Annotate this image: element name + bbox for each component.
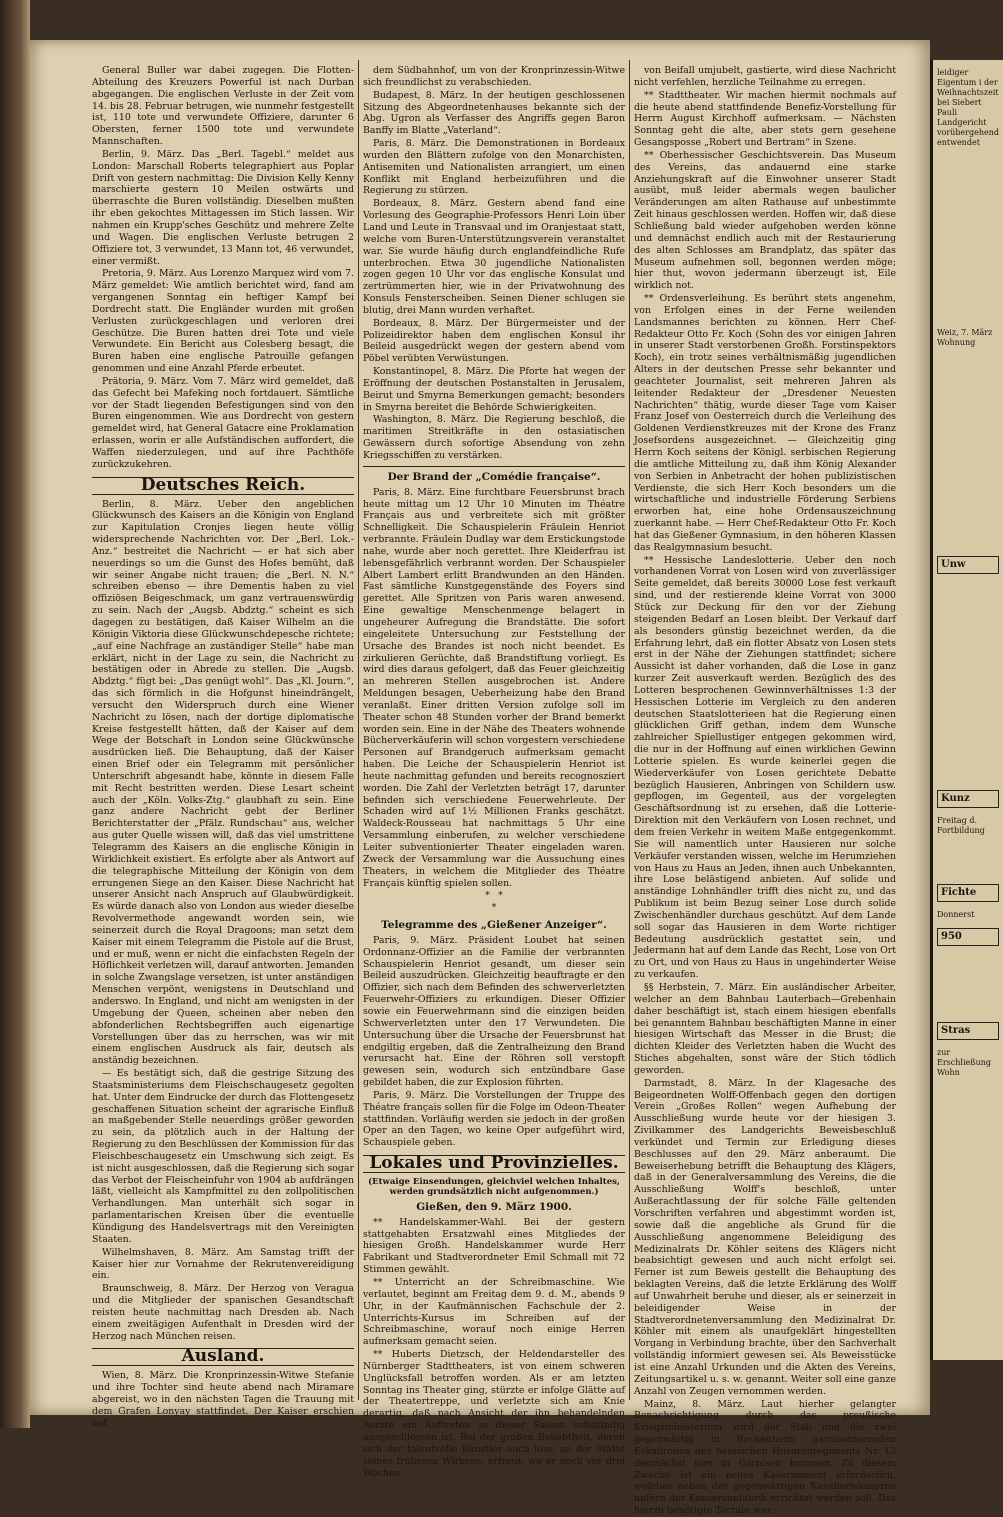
article-paragraph: ** Oberhessischer Geschichtsverein. Das Museum des Vereins, das andauernd eine starke Anziehungskraft auf die Einwohner unserer Stadt ausübt, muß leider abermals wegen baulicher Veränderungen am alten Rathause auf unbestimmte Zeit hinaus geschlossen werden. Hoffen wir, daß diese Schließung bald wieder aufgehoben werden könne und demnächst endlich auch mit der Restaurierung des alten Schlosses am Brandplatz, das später das Museum aufnehmen soll, begonnen werden möge; hier thut, wovon jedermann überzeugt ist, Eile wirklich not. [634, 149, 896, 292]
article-paragraph: Pretoria, 9. März. Aus Lorenzo Marquez wird vom 7. März gemeldet: Wie amtlich berichtet wird, fand am vergangenen Sonntag ein heftiger Kampf bei Dordrecht statt. Die Engländer wurden mit großen Verlusten zurückgeschlagen und verloren drei Geschütze. Die Buren hatten drei Tote und viele Verwundete. Ein Bericht aus Colesberg besagt, die Buren haben eine englische Patrouille gefangen genommen und eine Anzahl Pferde erbeutet. [92, 268, 354, 375]
article-paragraph: Paris, 9. März. Die Vorstellungen der Truppe des Théatre français sollen für die Folge im Odeon-Theater stattfinden. Vorläufig werden sie jedoch in der großen Oper an den Tagen, wo keine Oper aufgeführt wird, Schauspiele geben. [363, 1089, 625, 1149]
article-paragraph: Prätoria, 9. März. Vom 7. März wird gemeldet, daß das Gefecht bei Mafeking noch fortdauert. Sämtliche vor der Stadt liegenden Befestigungen sind von den Buren eingenommen. Wie aus Dordrecht von gestern gemeldet wird, hat General Gatacre eine Proklamation erlassen, worin er alle Aufständischen auffordert, die Waffen niederzulegen, und auf ihre Pachthöfe zurückzukehren. [92, 375, 354, 470]
adjacent-text: leidiger Eigentum i der Weihnachtszeit bei Siebert Pauli Landgericht vorübergehend entwendet [937, 68, 1000, 147]
divider [363, 466, 625, 467]
article-paragraph: Bordeaux, 8. März. Gestern abend fand eine Vorlesung des Geographie-Professors Henri Loin über Land und Leute in Transvaal und im Oranjestaat statt, welche vom Buren-Unterstützungsverein veranstaltet war. Sie wurde häufig durch englandfeindliche Rufe unterbrochen. Etwa 30 jugendliche Nationalisten zogen gegen 10 Uhr vor das englische Konsulat und zertrümmerten hier, wie in der Privatwohnung des Konsuls Fensterscheiben. Seinen Diener schlugen sie blutig, drei Mann wurden verhaftet. [363, 198, 625, 316]
article-paragraph: Paris, 9. März. Präsident Loubet hat seinen Ordonnanz-Offizier an die Familie der verbrannten Schauspielerin Henriot gesandt, um dieser sein Beileid auszudrücken. Gleichzeitig beauftragte er den Offizier, sich nach dem Befinden des schwerverletzten Feuerwehr-Offiziers zu erkundigen. Dieser Offizier sowie ein Feuerwehrmann sind die einzigen beiden Schwerverletzten unter den 17 Verwundeten. Die Untersuchung über die Ursache der Feuersbrunst hat endgiltig ergeben, daß die Zentralheizung den Brand verursacht hat. Eine der Röhren soll verstopft gewesen sein, wodurch sich entzündbare Gase gebildet haben, die zur Explosion führten. [363, 934, 625, 1089]
article-paragraph: dem Südbahnhof, um von der Kronprinzessin-Witwe sich freundlichst zu verabschieden. [363, 65, 625, 88]
adjacent-ad: Fichte [937, 884, 999, 902]
article-paragraph: Budapest, 8. März. In der heutigen geschlossenen Sitzung des Abgeordnetenhauses bekannte sich der Abg. Ugron als Verfasser des Angriffs gegen Baron Banffy im Blatte „Vaterland“. [363, 89, 625, 137]
article-paragraph: §§ Herbstein, 7. März. Ein ausländischer Arbeiter, welcher an dem Bahnbau Lauterbach—Grebenhain daher beschäftigt ist, stach einem hiesigen ebenfalls bei genanntem Bahnbau beschäftigten Manne in einer hiesigen Wirtschaft das Messer in die Brust; die dichten Kleider des Verletzten haben die Wucht des Stiches abgehalten, sonst wäre der Stich tödlich geworden. [634, 981, 896, 1076]
article-paragraph: von Beifall umjubelt, gastierte, wird diese Nachricht nicht verfehlen, herzliche Teilnahme zu erregen. [634, 65, 896, 88]
article-paragraph: General Buller war dabei zugegen. Die Flotten-Abteilung des Kreuzers Powerful ist nach Durban abgegangen. Die englischen Verluste in der Zeit vom 14. bis 28. Februar betrugen, wie nunmehr festgestellt ist, 110 tote und verwundete Offiziere, darunter 6 Obersten, ferner 1500 tote und verwundete Mannschaften. [92, 65, 354, 148]
adjacent-text: Freitag d. Fortbildung [937, 816, 985, 835]
adjacent-text: zur Erschließung Wohn [937, 1048, 992, 1077]
adjacent-ad: 950 [937, 928, 999, 946]
adjacent-text: Donnerst [937, 910, 975, 919]
article-heading-telegramme: Telegramme des „Gießener Anzeiger“. [381, 919, 607, 932]
book-spine [0, 0, 30, 1428]
article-paragraph: Konstantinopel, 8. März. Die Pforte hat wegen der Eröffnung der deutschen Postanstalten in Jerusalem, Beirut und Smyrna Bemerkungen gemacht; besonders in Smyrna bereitet die Behörde Schwierigkeiten. [363, 366, 625, 413]
column-rule [629, 60, 630, 1400]
dateline: Gießen, den 9. März 1900. [416, 1200, 572, 1213]
column-2 [363, 65, 625, 1479]
column-1 [92, 65, 354, 1429]
article-paragraph: — Es bestätigt sich, daß die gestrige Sitzung des Staatsministeriums dem Fleischschaugesetz gegolten hat. Unter dem Eindrucke der durch das Flottengesetz geschaffenen Situation scheint der agrarische Einfluß an maßgebender Stelle neuerdings größer geworden zu sein, da plötzlich auch in der Haltung der Regierung zu den Beschlüssen der Kommission für das Fleischbeschaugesetz ein Umschwung sich zeigt. Es ist nicht ausgeschlossen, daß die Regierung sich sogar das Verbot der Fleischeinfuhr von 1904 ab aufdrängen läßt, vielleicht als Kampfmittel zu den zollpolitischen Verhandlungen. Man unterhält sich sogar in parlamentarischen Kreisen über die eventuelle Kündigung des Handelsvertrags mit den Vereinigten Staaten. [92, 1068, 354, 1245]
article-paragraph: Washington, 8. März. Die Regierung beschloß, die maritimen Streitkräfte in den ostasiatischen Gewässern durch sofortige Absendung von zehn Kriegsschiffen zu verstärken. [363, 414, 625, 461]
column-rule [358, 60, 359, 1400]
section-heading-deutsches-reich: Deutsches Reich. [92, 477, 354, 495]
section-note: (Etwaige Einsendungen, gleichviel welchen Inhaltes, werden grundsätzlich nicht aufgenommen.) [368, 1176, 620, 1197]
article-paragraph: ** Stadttheater. Wir machen hiermit nochmals auf die heute abend stattfindende Benefiz-Vorstellung für Herrn August Kirchhoff aufmerksam. — Nächsten Sonntag geht die alte, aber stets gern gesehene Gesangsposse „Robert und Bertram“ in Szene. [634, 89, 896, 149]
article-paragraph: ** Handelskammer-Wahl. Bei der gestern stattgehabten Ersatzwahl eines Mitgliedes der hiesigen Großh. Handelskammer wurde Herr Fabrikant und Stadtverordneter Emil Schmall mit 72 Stimmen gewählt. [363, 1216, 625, 1276]
article-paragraph: ** Huberts Dietzsch, der Heldendarsteller des Nürnberger Stadttheaters, ist von einem schweren Unglücksfall betroffen worden. Als er am letzten Sonntag ins Theater ging, stürzte er infolge Glätte auf der Theatertreppe, und verletzte sich am Knie derartig, daß nach Ansicht der ihn behandelnden Aerzte ein Auftreten in dieser Saison vollständig ausgeschlossen ist. Bei der großen Beliebtheit, deren sich der talentvolle Künstler auch hier, an der Stätte seines früheren Wirkens, erfreut, wo er noch vor drei Wochen [363, 1349, 625, 1479]
article-paragraph: Darmstadt, 8. März. In der Klagesache des Beigeordneten Wolff-Offenbach gegen den dortigen Verein „Großes Rollen“ wegen Aufhebung der Ausschließung wurde heute vor der hiesigen 3. Zivilkammer des Landgerichts Beweisbeschluß verkündet und Termin zur Erledigung dieses Beschlusses auf den 29. März anberaumt. Die Beweiserhebung betrifft die Behauptung des Klägers, daß in der Generalversammlung des Vereins, die die Ausschließung Wolff's beschloß, unter Außerachtlassung der für solche Fälle geltenden Vorschriften verfahren und abgestimmt worden ist, sowie daß die angebliche als Grund für die Ausschließung angenommene Beleidigung des Medizinalrats Dr. Köhler seitens des Klägers nicht beabsichtigt gewesen und auch nicht erfolgt sei. Ferner ist zum Beweis gestellt die Behauptung des beklagten Vereins, daß die letzte Erklärung des Wolff auf Unwahrheit beruhe und dieser, als er seinerzeit in beleidigender Weise in der Stadtverordnetenversammlung den Medizinalrat Dr. Köhler mit einem als unaufgeklärt hingestellten Vorgang in Verbindung brachte, über den Sachverhalt vollständig informiert gewesen sei. Als Beweisstücke ist eine Anzahl Urkunden und die Akten des Vereins, Zeitungsartikel u. s. w. genannt. Weiter soll eine ganze Anzahl von Zeugen vernommen werden. [634, 1077, 896, 1397]
adjacent-ad: Unw [937, 556, 999, 574]
article-paragraph: Berlin, 8. März. Ueber den angeblichen Glückwunsch des Kaisers an die Königin von England zur Kapitulation Cronjes liegen heute völlig widersprechende Nachrichten vor. Der „Berl. Lok.-Anz.“ bestreitet die Nachricht — er hat sich aber neuerdings so um die Gunst des Hofes bemüht, daß wir seiner Angabe nicht trauen; die „Berl. N. N.“ schreiben ebenso — ihre Dementis haben zu viel offiziösen Beigeschmack, um ganz vertrauenswürdig zu sein. Nach der „Augsb. Abdztg.“ scheint es sich dagegen zu bestätigen, daß Kaiser Wilhelm an die Königin Viktoria diese Glückwunschdepesche richtete; „auf eine Nachfrage an zuständiger Stelle“ habe man erklärt, nicht in der Lage zu sein, die Nachricht zu bestätigen oder in Abrede zu stellen. Die „Augsb. Abdztg.“ fügt bei: „Das genügt wohl“. Das „Kl. Journ.“, das sich förmlich in die Hofgunst hineindrängelt, versucht den Widerspruch durch eine Wiener Nachricht zu lösen, nach der dortige diplomatische Kreise festgestellt hätten, daß der Kaiser auf dem Wege der Botschaft in London seine Glückwünsche ausdrücken ließ. Die Behauptung, daß der Kaiser einen Brief oder ein Telegramm mit persönlicher Unterschrift abgesandt habe, könnte in diesem Falle mit Recht bestritten werden. Diese Lesart scheint auch der „Köln. Volks-Ztg.“ glaubhaft zu sein. Eine ganz andere Nachricht gebt der Berliner Berichterstatter der „Pfälz. Rundschau“ aus, welcher aus guter Quelle wissen will, daß das viel umstrittene Telegramm des Kaisers an die englische Königin in Wirklichkeit existiert. Es erfolgte aber als Antwort auf die telegraphische Mitteilung der Königin von dem errungenen Siege an den Kaiser. Diese Nachricht hat unserer Ansicht nach Anspruch auf Glaubwürdigkeit. Es würde danach also von London aus wieder dieselbe Revolvermethode angewandt worden sein, wie seinerzeit durch die Royal Dragoons; man setzt dem Kaiser mit einem Telegramm die Pistole auf die Brust, und er muß, wenn er nicht die einfachsten Regeln der Höflichkeit verletzen will, darauf antworten. Jemanden in solche Zwangslage versetzen, ist unter anständigen Menschen verpönt, wenigstens in Deutschland und anderswo. In England, und nicht am wenigsten in der Umgebung der Queen, scheinen aber neben den abfonderlichen Rechtsbegriffen auch eigenartige Vorstellungen über das zu herrschen, was wir mit einem englischen Ausdruck als fair, deutsch als anständig bezeichnen. [92, 498, 354, 1067]
article-paragraph: ** Unterricht an der Schreibmaschine. Wie verlautet, beginnt am Freitag dem 9. d. M., abends 9 Uhr, in der Kaufmännischen Fachschule der 2. Unterrichts-Kursus im Schreiben auf der Schreibmaschine, worauf noch einige Herren aufmerksam gemacht seien. [363, 1277, 625, 1348]
article-paragraph: ** Ordensverleihung. Es berührt stets angenehm, von Erfolgen eines in der Ferne weilenden Landsmannes berichten zu können. Herr Chef-Redakteur Otto Fr. Koch (Sohn des vor einigen Jahren in unserer Stadt verstorbenen Großh. Forstinspektors Koch), ein trotz seines verhältnismäßig jugendlichen Alters in der deutschen Presse sehr bekannter und geachteter Journalist, seit mehreren Jahren als leitender Redakteur der „Dresdener Neuesten Nachrichten“ thätig, wurde dieser Tage vom Kaiser Franz Josef von Oesterreich durch die Verleihung des Goldenen Verdienstkreuzes mit der Krone des Franz Josefsordens ausgezeichnet. — Gleichzeitig ging Herrn Koch seitens der Königl. serbischen Regierung die amtliche Mitteilung zu, daß ihm König Alexander von Serbien in Anbetracht der hohen publizistischen Verdienste, die sich Herr Koch besonders um die wirtschaftliche und industrielle Förderung Serbiens erworben hat, eine hohe Ordensauszeichnung zuerkannt habe. — Herr Chef-Redakteur Otto Fr. Koch hat das Gießener Gymnasium, in den höheren Klassen das Realgymnasium besucht. [634, 293, 896, 553]
article-paragraph: Paris, 8. März. Eine furchtbare Feuersbrunst brach heute mittag um 12 Uhr 10 Minuten im Théatre Français aus und verbreitete sich mit größter Schnelligkeit. Die Schauspielerin Fräulein Henriot verbrannte. Fräulein Dudlay war dem Erstickungstode nahe, wurde aber noch gerettet. Ihre Kleiderfrau ist lebensgefährlich verbrannt worden. Der Schauspieler Albert Lambert erlitt Brandwunden an den Händen. Fast sämtliche Kunstgegenstände des Foyers sind gerettet. Alle Spritzen von Paris waren anwesend. Eine gewaltige Menschenmenge belagert in ungeheurer Aufregung die Brandstätte. Die sofort eingeleitete Untersuchung zur Feststellung der Ursache des Brandes ist noch nicht beendet. Es zirkulieren Gerüchte, daß Brandstiftung vorliegt. Es wird dies daraus gefolgert, daß das Feuer gleichzeitig an mehreren Stellen ausgebrochen ist. Andere Meldungen besagen, Ueberheizung habe den Brand veranlaßt. Einer dritten Version zufolge soll im Theater schon 48 Stunden vorher der Brand bemerkt worden sein. Eine in der Nähe des Theaters wohnende Bücherverkäuferin will schon vorgestern verschiedene Personen auf Brandgeruch aufmerksam gemacht haben. Die Leiche der Schauspielerin Henriot ist heute nachmittag gefunden und bereits recognosziert worden. Die Zahl der Verletzten beträgt 17, darunter befinden sich verschiedene Feuerwehrleute. Der Schaden wird auf 1½ Millionen Franks geschätzt. Waldeck-Rousseau hat nachmittags 5 Uhr eine Versammlung einberufen, zu welcher verschiedene Leiter subventionierter Theater eingeladen waren. Zweck der Versammlung war die Aussuchung eines Theaters, in welchem die Mitglieder des Théatre Français künftig spielen sollen. [363, 486, 625, 889]
article-paragraph: Paris, 8. März. Die Demonstrationen in Bordeaux wurden den Blättern zufolge von den Monarchisten, Antisemiten und Nationalisten arrangiert, um einen Konflikt mit England herbeizuführen und die Regierung zu stürzen. [363, 138, 625, 197]
adjacent-page [930, 60, 1003, 1360]
star-separator: * * * [485, 891, 503, 914]
article-paragraph: Wien, 8. März. Die Kronprinzessin-Witwe Stefanie und ihre Tochter sind heute abend nach Miramare abgereist, wo in den nächsten Tagen die Trauung mit dem Grafen Lonyay stattfindet. Der Kaiser erschien auf [92, 1370, 354, 1429]
adjacent-ad: Stras [937, 1022, 999, 1040]
adjacent-text: Weiz, 7. März Wohnung [937, 328, 993, 347]
adjacent-ad: Kunz [937, 790, 999, 808]
article-paragraph: ** Hessische Landeslotterie. Ueber den noch vorhandenen Vorrat von Losen wird von zuverlässiger Seite gemeldet, daß bereits 30000 Lose fest verkauft sind, und der restierende kleine Vorrat von 3000 Stück zur Deckung für den vor der Ziehung steigenden Bedarf an Losen bleibt. Der Verkauf darf als besonders günstig bezeichnet werden, da die Erfahrung lehrt, daß ein flotter Absatz von Losen stets erst in der Nähe der Ziehungen stattfindet; sichere Aussicht ist daher vorhanden, daß die Lose in ganz kurzer Zeit ausverkauft werden. Bezüglich des des Lotteren besprochenen Gewinnverhältnisses 1:3 der Hessischen Lotterie im Vergleich zu den anderen deutschen Staatslotterieen hat die Regierung einen glücklichen Griff gethan, indem dem Wunsche zahlreicher Spiellustiger entgegen gekommen wird, die nur in der Hoffnung auf einen wirklichen Gewinn Lotterie spielen. Es wurde keinerlei gegen die Wiederverkäufer von Losen gerichtete Debatte bezüglich Hausieren, Anbringen von Schildern usw. gepflogen, im Gegenteil, aus der vorgelegten Geschäftsordnung ist zu ersehen, daß die Lotterie-Direktion mit den Verkäufern von Losen rechnet, und dem freien Verkehr in weitem Maße entgegenkommt. Sie will namentlich unter Hausieren nur solche Verkäufer verstanden wissen, welche im Herumziehen von Haus zu Haus an Jeden, ihnen auch Unbekannten, ihre Lose belästigend anbieten. Auf solide und anständige Lohnhändler trifft dies nicht zu, und das Publikum ist beim Bezug seiner Lose durch solide Zwischenhändler durchaus geschützt. Auf dem Lande soll sogar das Hausieren in dem Worte richtiger Bedeutung ausdrücklich gestattet sein, und Jedermann hat auf dem Lande das Recht, Lose von Ort zu Ort, und von Haus zu Haus in ungehinderter Weise zu verkaufen. [634, 554, 896, 981]
section-heading-lokales: Lokales und Provinzielles. [363, 1155, 625, 1173]
article-paragraph: Mainz, 8. März. Laut hierher gelangter Benachrichtigung durch das preußische Kriegsministerium wird der Stab und die zwei gegenwärtig in Bockenheim garnisonierenden Eskadronen des hessischen Husarenregiments Nr. 13 demnächst hier in Garnison kommen. Zu diesem Zwecke ist ein neues Kasernement erforderlich, welches neben der gegenwärtigen Kavalleriekaserne unfern der Konservenfabrik errichtet werden soll. Das hierzu benötigte Terrain war [634, 1398, 896, 1517]
adjacent-page-text [933, 60, 1003, 1086]
article-paragraph: Braunschweig, 8. März. Der Herzog von Veragua und die Mitglieder der spanischen Gesandtschaft reisten heute nachmittag nach Dresden ab. Nach einem zweitägigen Aufenthalt in Dresden wird der Herzog nach München reisen. [92, 1283, 354, 1342]
article-paragraph: Berlin, 9. März. Das „Berl. Tagebl.“ meldet aus London: Marschall Roberts telegraphiert aus Poplar Drift von gestern nachmittag: Die Division Kelly Kenny marschierte gestern 10 Meilen ostwärts und überraschte die Buren vollständig. Dieselben mußten ihr eben gekochtes Mittagessen im Stich lassen. Wir nahmen ein Krupp'sches Geschütz und mehrere Zelte und Wagen. Die englischen Verluste betrugen 2 Offiziere tot, 3 verwundet, 13 Mann tot, 46 verwundet, einer vermißt. [92, 148, 354, 267]
article-heading-brand: Der Brand der „Comédie française“. [387, 470, 601, 483]
article-paragraph: Bordeaux, 8. März. Der Bürgermeister und der Polizeidirektor haben dem englischen Konsul ihr Beileid ausgedrückt wegen der gestern abend vom Pöbel verübten Verwüstungen. [363, 317, 625, 365]
section-heading-ausland: Ausland. [92, 1348, 354, 1366]
article-paragraph: Wilhelmshaven, 8. März. Am Samstag trifft der Kaiser hier zur Vornahme der Rekrutenvereidigung ein. [92, 1246, 354, 1282]
column-3 [634, 65, 896, 1517]
